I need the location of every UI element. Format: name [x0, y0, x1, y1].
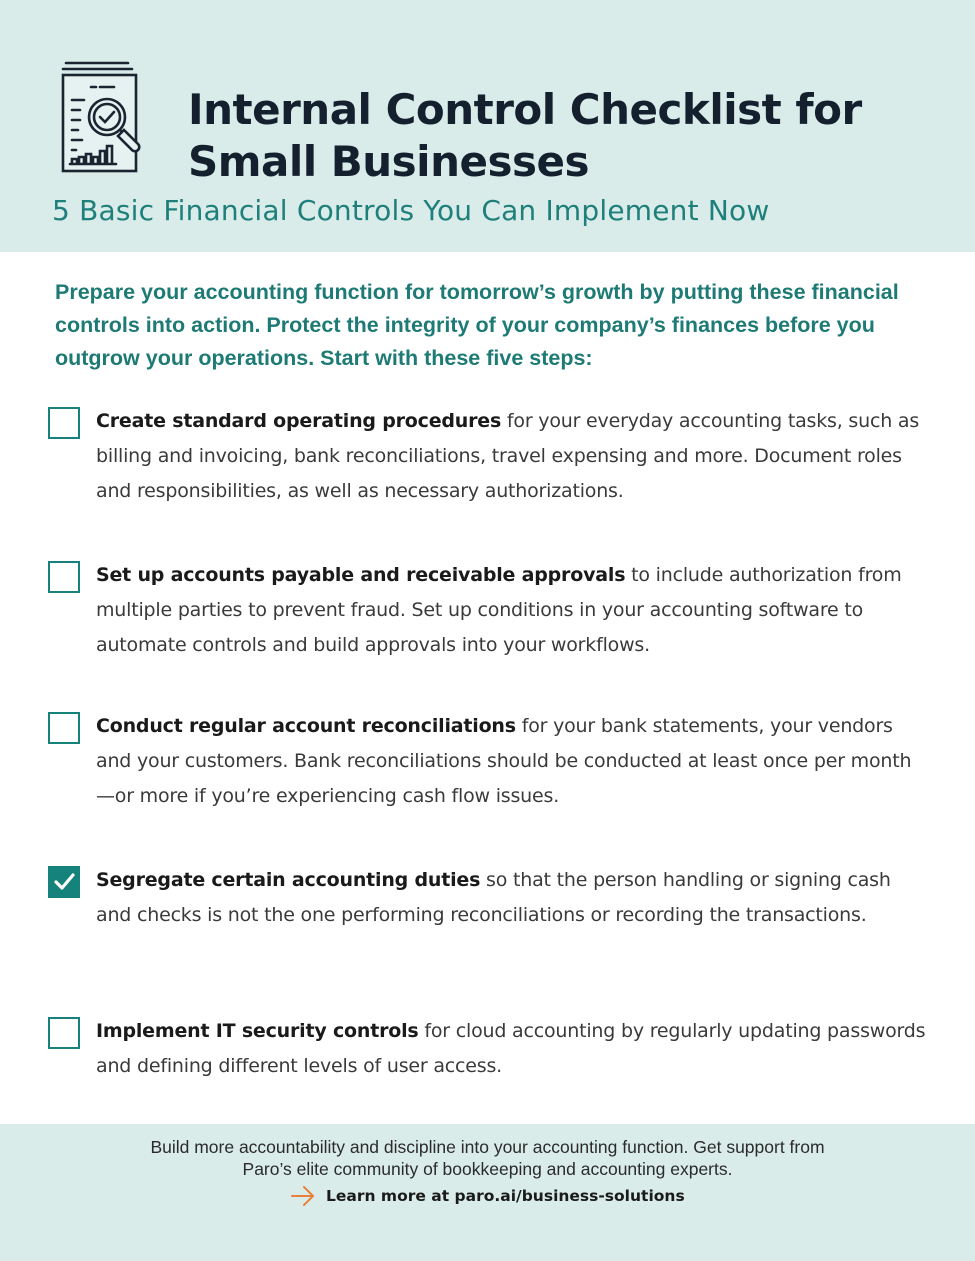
- checkbox-unchecked[interactable]: [48, 712, 80, 744]
- checklist-item-body: for your bank statements, your vendors and your customers. Bank reconciliations should be conducted at least once per month—or more if you’re experiencing cash flow issues.: [96, 715, 912, 807]
- checkbox-checked[interactable]: [48, 866, 80, 898]
- page-title: [188, 84, 948, 188]
- intro-paragraph: Prepare your accounting function for tomorrow’s growth by putting these financial controls into action. Protect the integrity of your company’s finances before you outgrow your operations. Start with these five steps:: [55, 280, 899, 370]
- learn-more-label: Learn more at paro.ai/business-solutions: [326, 1187, 685, 1205]
- checklist-item-body: so that the person handling or signing cash and checks is not the one performing reconciliations or recording the transactions.: [96, 869, 891, 926]
- document-magnifier-checkmark-icon: [58, 60, 170, 178]
- title-line-1: Internal Control Checklist for: [188, 85, 862, 134]
- checklist-item-heading: Implement IT security controls: [96, 1020, 419, 1042]
- checklist-item-text: [96, 863, 926, 933]
- arrow-right-icon: [290, 1185, 316, 1207]
- footer-text-line-1: Build more accountability and discipline into your accounting function. Get support from: [150, 1137, 825, 1157]
- title-line-2: Small Businesses: [188, 137, 589, 186]
- checklist-item-heading: Segregate certain accounting duties: [96, 869, 481, 891]
- checklist-item-text: [96, 404, 926, 509]
- checklist-item-body: for cloud accounting by regularly updating passwords and defining different levels of user access.: [96, 1020, 926, 1077]
- checklist-item-body: to include authorization from multiple parties to prevent fraud. Set up conditions in your accounting software to automate controls and build approvals into your workflows.: [96, 564, 902, 656]
- checklist-item-text: [96, 1014, 926, 1084]
- footer-cta-text: [0, 1136, 975, 1180]
- checklist-item-heading: Conduct regular account reconciliations: [96, 715, 516, 737]
- checklist-item-heading: Create standard operating procedures: [96, 410, 502, 432]
- checkbox-unchecked[interactable]: [48, 561, 80, 593]
- page-subtitle: 5 Basic Financial Controls You Can Implement Now: [52, 194, 770, 227]
- checklist-item-text: [96, 709, 926, 814]
- footer-text-line-2: Paro’s elite community of bookkeeping and accounting experts.: [242, 1159, 733, 1179]
- checkmark-icon: [53, 872, 76, 892]
- checklist-item-heading: Set up accounts payable and receivable approvals: [96, 564, 626, 586]
- checklist-item-body: for your everyday accounting tasks, such as billing and invoicing, bank reconciliations, travel expensing and more. Document roles and responsibilities, as well as necessary authorizations.: [96, 410, 920, 502]
- checklist-item-text: [96, 558, 926, 663]
- checkbox-unchecked[interactable]: [48, 1017, 80, 1049]
- checkbox-unchecked[interactable]: [48, 407, 80, 439]
- learn-more-link[interactable]: [290, 1185, 685, 1207]
